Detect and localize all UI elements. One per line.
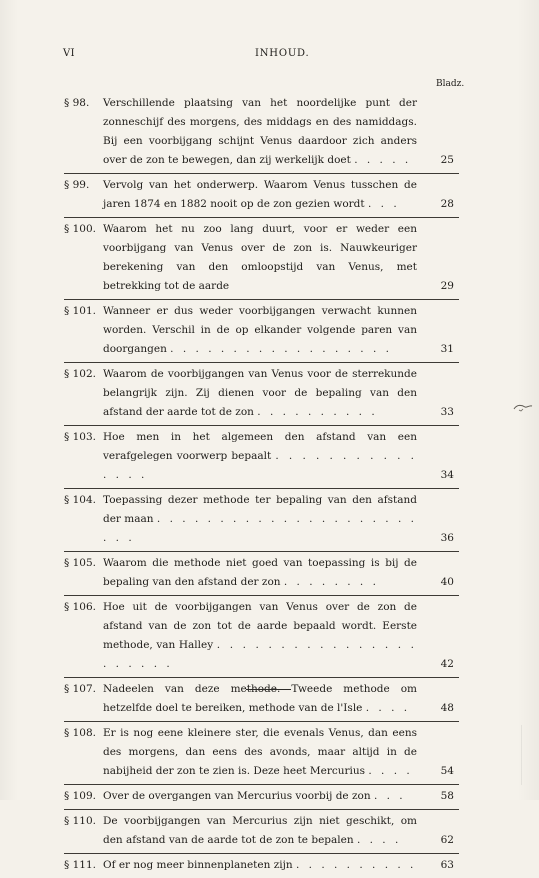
toc-section-number: § 104. <box>64 494 96 506</box>
toc-page-number: 42 <box>440 658 454 670</box>
toc-entry-title: Over de overgangen van Mercurius voorbij de zon <box>103 790 371 802</box>
toc-section-number: § 98. <box>64 97 90 109</box>
toc-entry-title: Hoe uit de voorbijgangen van Venus over de zon de afstand van de zon tot de aarde bepaald wordt. Eerste methode, van Halley <box>103 601 417 651</box>
table-of-contents <box>0 92 539 878</box>
toc-entry-title: Of er nog meer binnenplaneten zijn <box>103 859 293 871</box>
toc-entry-100 <box>64 218 459 300</box>
toc-page-number: 28 <box>440 198 454 210</box>
toc-entry-107 <box>64 678 459 722</box>
toc-page-number: 34 <box>440 469 454 481</box>
toc-leader-dots: . . . . . . . . . . . . . . . <box>103 450 418 481</box>
scan-artifact-icon <box>512 401 534 413</box>
toc-page-number: 63 <box>440 859 454 871</box>
toc-section-number: § 103. <box>64 431 96 443</box>
toc-leader-dots: . . . . <box>365 702 411 714</box>
toc-leader-dots: . . . . . . . . . . <box>257 406 378 418</box>
toc-page-number: 54 <box>440 765 454 777</box>
toc-entry-title: Nadeelen van deze methode. Tweede methode om hetzelfde doel te bereiken, methode van de l'Isle <box>103 683 417 714</box>
toc-page-number: 25 <box>440 154 454 166</box>
toc-entry-98 <box>64 92 459 174</box>
toc-page-number: 48 <box>440 702 454 714</box>
toc-entry-title: Verschillende plaatsing van het noordelijke punt der zonneschijf des morgens, des middags en des namiddags. Bij een voorbijgang schijnt Venus daardoor zich anders over de zon te bewegen, dan zij werkelijk doet <box>103 97 417 166</box>
toc-entry-102 <box>64 363 459 426</box>
toc-leader-dots: . . . . . . . . . . . . . . . . . . . . . . <box>103 639 418 670</box>
toc-leader-dots: . . . <box>367 198 400 210</box>
toc-section-text <box>103 363 417 422</box>
toc-section-text <box>103 854 417 875</box>
toc-entry-110 <box>64 810 459 854</box>
toc-section-text <box>103 218 417 296</box>
toc-leader-dots: . . . . . . . . . . <box>295 859 417 871</box>
toc-section-text <box>103 596 417 674</box>
toc-section-number: § 106. <box>64 601 96 613</box>
toc-entry-101 <box>64 300 459 363</box>
toc-section-number: § 105. <box>64 557 96 569</box>
bladz-column-label: Bladz. <box>436 79 465 89</box>
toc-section-text <box>103 426 417 485</box>
toc-entry-106 <box>64 596 459 678</box>
toc-section-number: § 110. <box>64 815 96 827</box>
toc-page-number: 58 <box>440 790 454 802</box>
toc-section-text <box>103 722 417 781</box>
toc-entry-title: Wanneer er dus weder voorbijgangen verwacht kunnen worden. Verschil in de op elkander volgende paren van doorgangen <box>103 305 417 355</box>
toc-entry-title: Hoe men in het algemeen den afstand van een verafgelegen voorwerp bepaalt <box>103 431 417 462</box>
toc-entry-111 <box>64 854 459 878</box>
toc-entry-105 <box>64 552 459 596</box>
toc-section-number: § 100. <box>64 223 96 235</box>
toc-leader-dots: . . . . . <box>354 154 412 166</box>
toc-entry-104 <box>64 489 459 552</box>
toc-entry-title: Waarom de voorbijgangen van Venus voor de sterrekunde belangrijk zijn. Zij dienen voor de bepaling van den afstand der aarde tot de zon <box>103 368 417 418</box>
toc-leader-dots: . . . . <box>356 834 402 846</box>
toc-section-text <box>103 174 417 214</box>
toc-section-number: § 109. <box>64 790 96 802</box>
toc-leader-dots: . . . . . . . . . . . . . . . . . . . . . . . . <box>103 513 418 544</box>
toc-section-number: § 101. <box>64 305 96 317</box>
toc-page-number: 62 <box>440 834 454 846</box>
toc-entry-title: Waarom die methode niet goed van toepassing is bij de bepaling van den afstand der zon <box>103 557 417 588</box>
toc-section-text <box>103 552 417 592</box>
toc-page-number: 36 <box>440 532 454 544</box>
toc-section-text <box>103 678 417 718</box>
toc-section-text <box>103 489 417 548</box>
page-header-title: INHOUD. <box>255 48 310 59</box>
toc-section-text <box>103 810 417 850</box>
toc-section-text <box>103 300 417 359</box>
toc-entry-title: Waarom het nu zoo lang duurt, voor er weder een voorbijgang van Venus over de zon is. Nauwkeuriger berekening van den omloopstijd van Venus, met betrekking tot de aarde <box>103 223 417 292</box>
toc-page-number: 33 <box>440 406 454 418</box>
toc-entry-title: Toepassing dezer methode ter bepaling van den afstand der maan <box>103 494 417 525</box>
page-roman-numeral: VI <box>63 48 75 59</box>
toc-section-number: § 108. <box>64 727 96 739</box>
toc-leader-dots: . . . <box>373 790 406 802</box>
toc-section-text <box>103 785 417 806</box>
toc-leader-dots: . . . . . . . . <box>283 576 379 588</box>
toc-page-number: 29 <box>440 280 454 292</box>
scan-shadow <box>521 725 522 785</box>
toc-entry-99 <box>64 174 459 218</box>
toc-section-number: § 102. <box>64 368 96 380</box>
toc-section-text <box>103 92 417 170</box>
toc-section-number: § 107. <box>64 683 96 695</box>
toc-entry-title: De voorbijgangen van Mercurius zijn niet geschikt, om den afstand van de aarde tot de zon te bepalen <box>103 815 417 846</box>
end-rule <box>246 689 291 690</box>
toc-page-number: 31 <box>440 343 454 355</box>
toc-entry-109 <box>64 785 459 810</box>
toc-entry-108 <box>64 722 459 785</box>
toc-section-number: § 99. <box>64 179 90 191</box>
toc-entry-title: Er is nog eene kleinere ster, die evenals Venus, dan eens des morgens, dan eens des avonds, maar altijd in de nabijheid der zon te zien is. Deze heet Mercurius <box>103 727 417 777</box>
toc-leader-dots: . . . . . . . . . . . . . . . . . . <box>170 343 392 355</box>
toc-entry-title: Vervolg van het onderwerp. Waarom Venus tusschen de jaren 1874 en 1882 nooit op de zon gezien wordt <box>103 179 417 210</box>
toc-entry-103 <box>64 426 459 489</box>
toc-section-number: § 111. <box>64 859 96 871</box>
toc-page-number: 40 <box>440 576 454 588</box>
toc-leader-dots: . . . . <box>368 765 413 777</box>
